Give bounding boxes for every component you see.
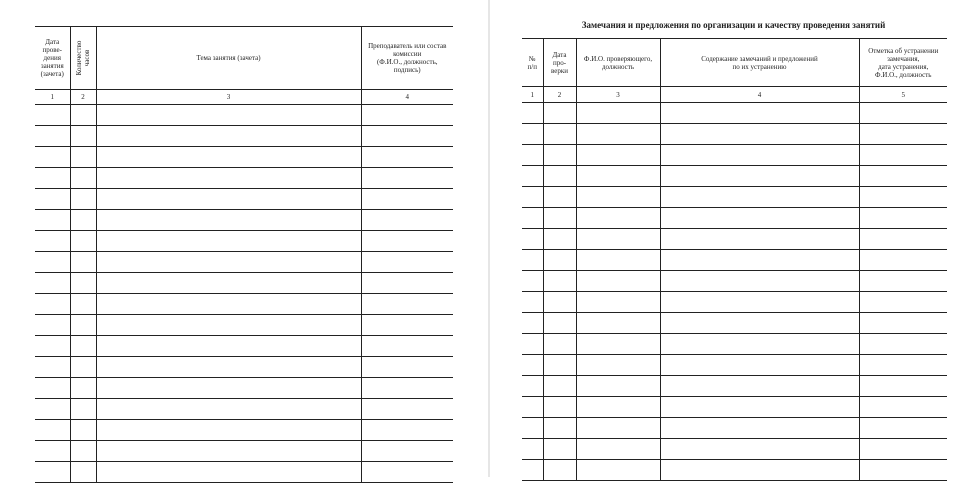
blank-cell: [543, 397, 576, 418]
blank-cell: [70, 147, 96, 168]
blank-cell: [576, 145, 660, 166]
blank-cell: [361, 252, 453, 273]
blank-cell: [576, 250, 660, 271]
blank-cell: [576, 166, 660, 187]
blank-cell: [35, 462, 70, 483]
blank-cell: [35, 168, 70, 189]
blank-cell: [35, 357, 70, 378]
blank-cell: [361, 126, 453, 147]
blank-cell: [35, 252, 70, 273]
blank-cell: [660, 208, 859, 229]
blank-cell: [543, 292, 576, 313]
blank-cell: [96, 315, 361, 336]
blank-cell: [522, 418, 543, 439]
blank-cell: [522, 292, 543, 313]
blank-cell: [543, 124, 576, 145]
blank-cell: [859, 145, 947, 166]
blank-cell: [859, 439, 947, 460]
blank-cell: [660, 397, 859, 418]
blank-cell: [522, 397, 543, 418]
blank-cell: [70, 168, 96, 189]
blank-cell: [859, 124, 947, 145]
blank-cell: [96, 378, 361, 399]
header-inspection-date: Дата про- верки: [543, 39, 576, 87]
right-page: [490, 0, 977, 477]
blank-cell: [660, 271, 859, 292]
blank-cell: [70, 126, 96, 147]
column-number: 2: [543, 87, 576, 103]
blank-cell: [96, 462, 361, 483]
blank-cell: [361, 378, 453, 399]
blank-cell: [576, 187, 660, 208]
blank-cell: [70, 189, 96, 210]
header-remarks-content: Содержание замечаний и предложений по их устранению: [660, 39, 859, 87]
blank-cell: [859, 376, 947, 397]
blank-entry-row: [35, 378, 453, 399]
blank-entry-row: [522, 271, 947, 292]
column-number: 2: [70, 90, 96, 105]
blank-entry-row: [522, 166, 947, 187]
blank-cell: [859, 229, 947, 250]
blank-cell: [660, 166, 859, 187]
blank-cell: [361, 420, 453, 441]
blank-cell: [35, 210, 70, 231]
blank-cell: [859, 334, 947, 355]
blank-cell: [361, 357, 453, 378]
blank-cell: [660, 250, 859, 271]
blank-cell: [522, 124, 543, 145]
blank-cell: [35, 231, 70, 252]
column-number: 5: [859, 87, 947, 103]
blank-cell: [35, 441, 70, 462]
blank-entry-row: [35, 420, 453, 441]
blank-entry-row: [35, 315, 453, 336]
blank-cell: [96, 420, 361, 441]
blank-cell: [543, 439, 576, 460]
blank-cell: [96, 336, 361, 357]
blank-cell: [859, 313, 947, 334]
lessons-log-table: [35, 26, 453, 483]
header-hours-count: [70, 27, 96, 90]
blank-cell: [70, 441, 96, 462]
blank-cell: [543, 271, 576, 292]
blank-cell: [522, 334, 543, 355]
header-lesson-date: Дата прове- дения занятия (зачета): [35, 27, 70, 90]
blank-entry-row: [522, 418, 947, 439]
blank-cell: [576, 208, 660, 229]
blank-cell: [96, 189, 361, 210]
blank-cell: [35, 399, 70, 420]
blank-cell: [576, 313, 660, 334]
header-inspector-name: Ф.И.О. проверяющего, должность: [576, 39, 660, 87]
blank-cell: [522, 145, 543, 166]
column-number: 4: [660, 87, 859, 103]
blank-cell: [660, 145, 859, 166]
blank-entry-row: [522, 439, 947, 460]
blank-cell: [543, 460, 576, 481]
blank-entry-row: [522, 229, 947, 250]
blank-cell: [522, 460, 543, 481]
blank-entry-row: [522, 397, 947, 418]
blank-cell: [576, 124, 660, 145]
blank-entry-row: [522, 124, 947, 145]
blank-cell: [35, 336, 70, 357]
blank-cell: [96, 147, 361, 168]
blank-cell: [859, 271, 947, 292]
blank-cell: [96, 357, 361, 378]
blank-cell: [35, 189, 70, 210]
blank-entry-row: [522, 460, 947, 481]
blank-cell: [361, 294, 453, 315]
blank-cell: [96, 210, 361, 231]
blank-cell: [96, 126, 361, 147]
blank-cell: [543, 250, 576, 271]
blank-cell: [35, 378, 70, 399]
blank-cell: [576, 292, 660, 313]
blank-cell: [543, 187, 576, 208]
blank-entry-row: [522, 145, 947, 166]
blank-cell: [576, 439, 660, 460]
blank-cell: [660, 229, 859, 250]
blank-cell: [576, 376, 660, 397]
blank-entry-row: [35, 105, 453, 126]
blank-entry-row: [35, 210, 453, 231]
blank-cell: [361, 105, 453, 126]
blank-cell: [859, 208, 947, 229]
blank-cell: [543, 355, 576, 376]
header-resolution-mark: Отметка об устранении замечания, дата устранения, Ф.И.О., должность: [859, 39, 947, 87]
blank-entry-row: [522, 208, 947, 229]
blank-cell: [522, 439, 543, 460]
blank-cell: [70, 420, 96, 441]
blank-cell: [660, 418, 859, 439]
blank-cell: [522, 103, 543, 124]
blank-cell: [361, 231, 453, 252]
header-lesson-topic: Тема занятия (зачета): [96, 27, 361, 90]
blank-cell: [543, 229, 576, 250]
blank-cell: [660, 355, 859, 376]
blank-cell: [660, 313, 859, 334]
blank-cell: [522, 376, 543, 397]
blank-cell: [576, 103, 660, 124]
blank-cell: [522, 166, 543, 187]
blank-entry-row: [35, 462, 453, 483]
blank-cell: [361, 168, 453, 189]
blank-entry-row: [35, 357, 453, 378]
blank-cell: [859, 103, 947, 124]
blank-cell: [522, 208, 543, 229]
header-hours-count-label: Количество часов: [75, 40, 91, 76]
blank-cell: [35, 294, 70, 315]
blank-entry-row: [35, 189, 453, 210]
blank-cell: [576, 418, 660, 439]
blank-cell: [660, 187, 859, 208]
blank-entry-row: [35, 168, 453, 189]
blank-cell: [361, 336, 453, 357]
blank-cell: [70, 399, 96, 420]
blank-cell: [576, 271, 660, 292]
blank-cell: [96, 252, 361, 273]
blank-entry-row: [522, 250, 947, 271]
blank-cell: [361, 462, 453, 483]
column-number: 4: [361, 90, 453, 105]
left-page: [0, 0, 488, 477]
blank-cell: [70, 336, 96, 357]
header-row-number: № п/п: [522, 39, 543, 87]
blank-cell: [576, 355, 660, 376]
blank-cell: [96, 399, 361, 420]
blank-cell: [522, 355, 543, 376]
table-header-row: [522, 39, 947, 87]
blank-entry-row: [35, 399, 453, 420]
blank-cell: [543, 208, 576, 229]
blank-cell: [576, 460, 660, 481]
blank-cell: [576, 397, 660, 418]
blank-cell: [859, 166, 947, 187]
blank-cell: [660, 292, 859, 313]
column-number: 3: [96, 90, 361, 105]
blank-entry-row: [35, 147, 453, 168]
blank-cell: [70, 462, 96, 483]
blank-cell: [576, 229, 660, 250]
blank-cell: [543, 376, 576, 397]
blank-cell: [96, 168, 361, 189]
blank-cell: [660, 124, 859, 145]
column-number: 1: [522, 87, 543, 103]
blank-entry-row: [35, 294, 453, 315]
column-number: 1: [35, 90, 70, 105]
blank-entry-row: [35, 273, 453, 294]
blank-cell: [70, 231, 96, 252]
blank-cell: [859, 460, 947, 481]
blank-entry-row: [522, 334, 947, 355]
blank-cell: [35, 315, 70, 336]
blank-cell: [361, 399, 453, 420]
blank-cell: [96, 105, 361, 126]
blank-entry-row: [35, 126, 453, 147]
blank-cell: [70, 210, 96, 231]
blank-cell: [361, 147, 453, 168]
blank-entry-row: [522, 103, 947, 124]
blank-cell: [96, 231, 361, 252]
blank-cell: [35, 147, 70, 168]
blank-entry-row: [35, 336, 453, 357]
blank-entry-row: [522, 355, 947, 376]
blank-cell: [859, 355, 947, 376]
blank-cell: [660, 460, 859, 481]
blank-cell: [859, 292, 947, 313]
blank-cell: [522, 313, 543, 334]
blank-cell: [522, 271, 543, 292]
blank-cell: [859, 397, 947, 418]
blank-cell: [522, 250, 543, 271]
blank-cell: [96, 273, 361, 294]
blank-cell: [543, 313, 576, 334]
blank-cell: [361, 315, 453, 336]
blank-cell: [576, 334, 660, 355]
blank-cell: [522, 187, 543, 208]
inspection-remarks-table: [522, 38, 947, 481]
column-number: 3: [576, 87, 660, 103]
blank-cell: [859, 187, 947, 208]
blank-cell: [361, 210, 453, 231]
blank-cell: [70, 273, 96, 294]
blank-cell: [96, 294, 361, 315]
blank-cell: [70, 357, 96, 378]
blank-cell: [35, 126, 70, 147]
blank-cell: [543, 145, 576, 166]
blank-entry-row: [522, 376, 947, 397]
blank-cell: [70, 315, 96, 336]
blank-cell: [70, 252, 96, 273]
blank-cell: [660, 376, 859, 397]
blank-cell: [522, 229, 543, 250]
column-number-row: [35, 90, 453, 105]
blank-cell: [859, 418, 947, 439]
blank-cell: [361, 441, 453, 462]
blank-cell: [543, 334, 576, 355]
page-title: Замечания и предложения по организации и качеству проведения занятий: [581, 20, 886, 30]
header-teacher-commission: Преподаватель или состав комиссии (Ф.И.О., должность, подпись): [361, 27, 453, 90]
blank-cell: [96, 441, 361, 462]
blank-cell: [361, 189, 453, 210]
blank-cell: [543, 166, 576, 187]
blank-entry-row: [522, 292, 947, 313]
column-number-row: [522, 87, 947, 103]
blank-cell: [543, 418, 576, 439]
blank-cell: [70, 105, 96, 126]
blank-entry-row: [522, 187, 947, 208]
blank-cell: [35, 105, 70, 126]
blank-cell: [70, 294, 96, 315]
blank-entry-row: [35, 441, 453, 462]
blank-cell: [660, 334, 859, 355]
blank-cell: [859, 250, 947, 271]
blank-cell: [660, 103, 859, 124]
blank-cell: [35, 420, 70, 441]
blank-cell: [35, 273, 70, 294]
blank-cell: [70, 378, 96, 399]
blank-entry-row: [522, 313, 947, 334]
blank-entry-row: [35, 252, 453, 273]
blank-entry-row: [35, 231, 453, 252]
table-header-row: [35, 27, 453, 90]
blank-cell: [543, 103, 576, 124]
blank-cell: [660, 439, 859, 460]
blank-cell: [361, 273, 453, 294]
